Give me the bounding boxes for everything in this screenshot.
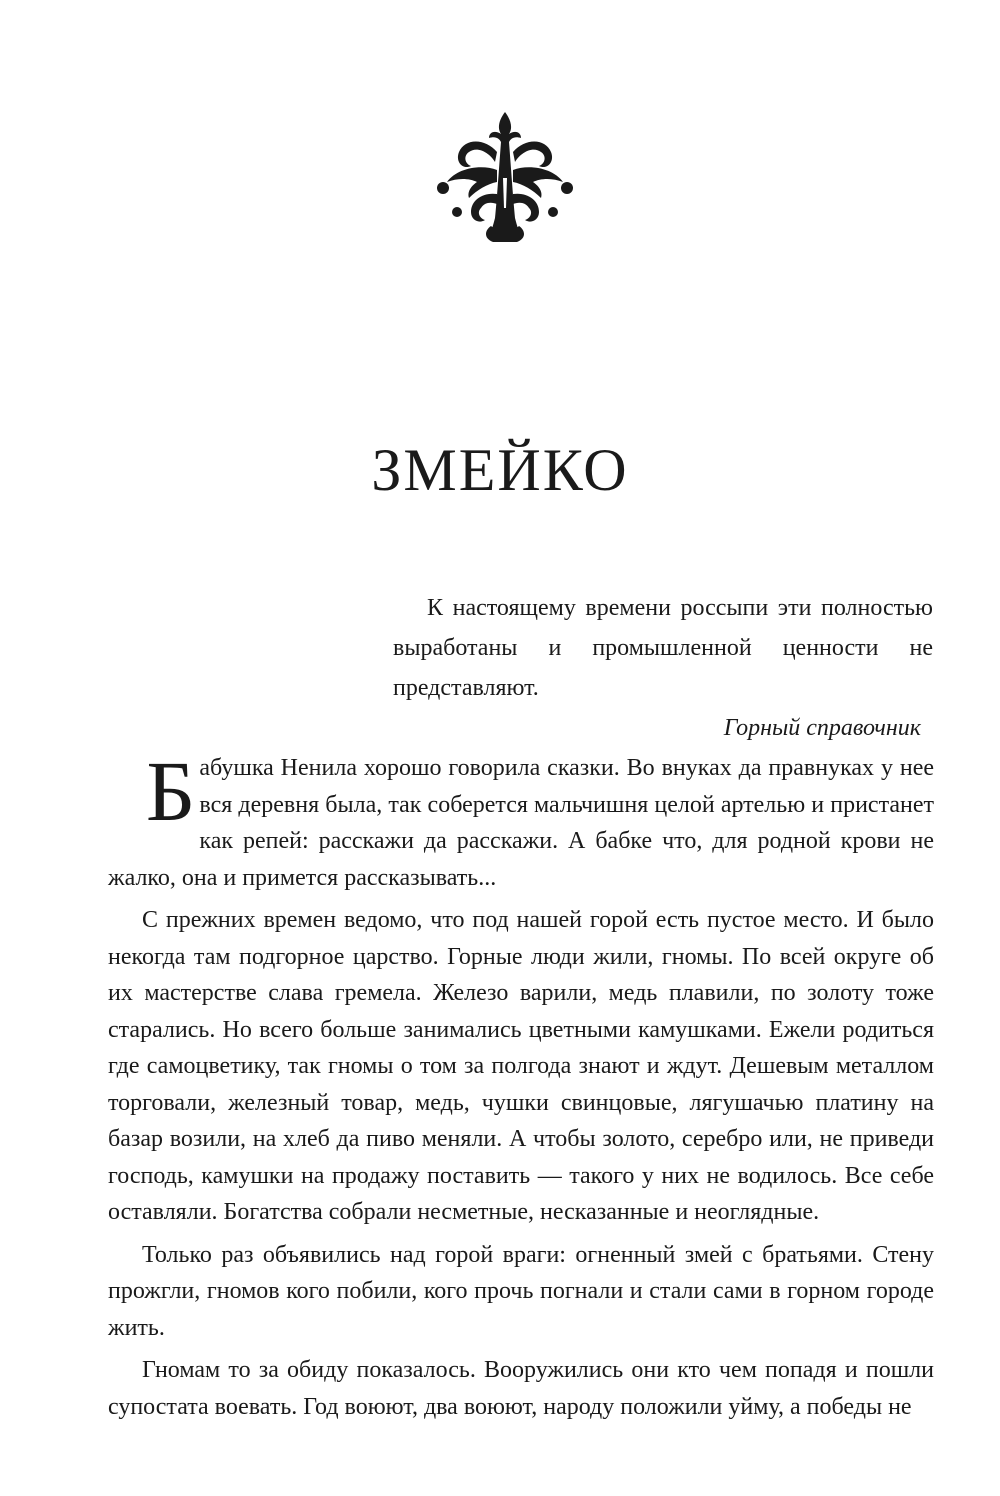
epigraph [393, 588, 933, 748]
epigraph-text: К настоящему времени россыпи эти полностью выработаны и промышленной ценности не представляют. [393, 595, 933, 701]
floral-ornament-icon [435, 108, 575, 248]
paragraph: С прежних времен ведомо, что под нашей горой есть пустое место. И было некогда там подгорное царство. Горные люди жили, гномы. По всей округе об их мастерстве слава гремела. Железо варили, медь плавили, по золоту тоже старались. Но всего больше занимались цветными камушками. Ежели родиться где самоцветику, так гномы о том за полгода знают и ждут. Дешевым металлом торговали, железный товар, медь, чушки свинцовые, лягушачью платину на базар возили, на хлеб да пиво меняли. А чтобы золото, серебро или, не приведи господь, камушки на продажу поставить — такого у них не водилось. Все себе оставляли. Богатства собрали несметные, несказанные и неоглядные. [108, 907, 934, 1225]
chapter-title: ЗМЕЙКО [371, 437, 629, 503]
paragraph: Гномам то за обиду показалось. Вооружились они кто чем попадя и пошли супостата воевать. Год воюют, два воюют, народу положили уйму, а победы не [108, 1357, 934, 1420]
paragraph: Только раз объявились над горой враги: огненный змей с братьями. Стену прожгли, гномов кого побили, кого прочь погнали и стали сами в горном городе жить. [108, 1241, 934, 1341]
epigraph-source: Горный справочник [723, 715, 921, 741]
paragraph [108, 743, 934, 896]
body-text [108, 743, 934, 1431]
drop-cap: Б [146, 743, 196, 839]
paragraph-text: абушка Ненила хорошо говорила сказки. Во внуках да правнуках у нее вся деревня была, так соберется мальчишня целой артелью и пристанет как репей: расскажи да расскажи. А бабке что, для родной крови не жалко, она и примется рассказывать... [108, 755, 934, 891]
